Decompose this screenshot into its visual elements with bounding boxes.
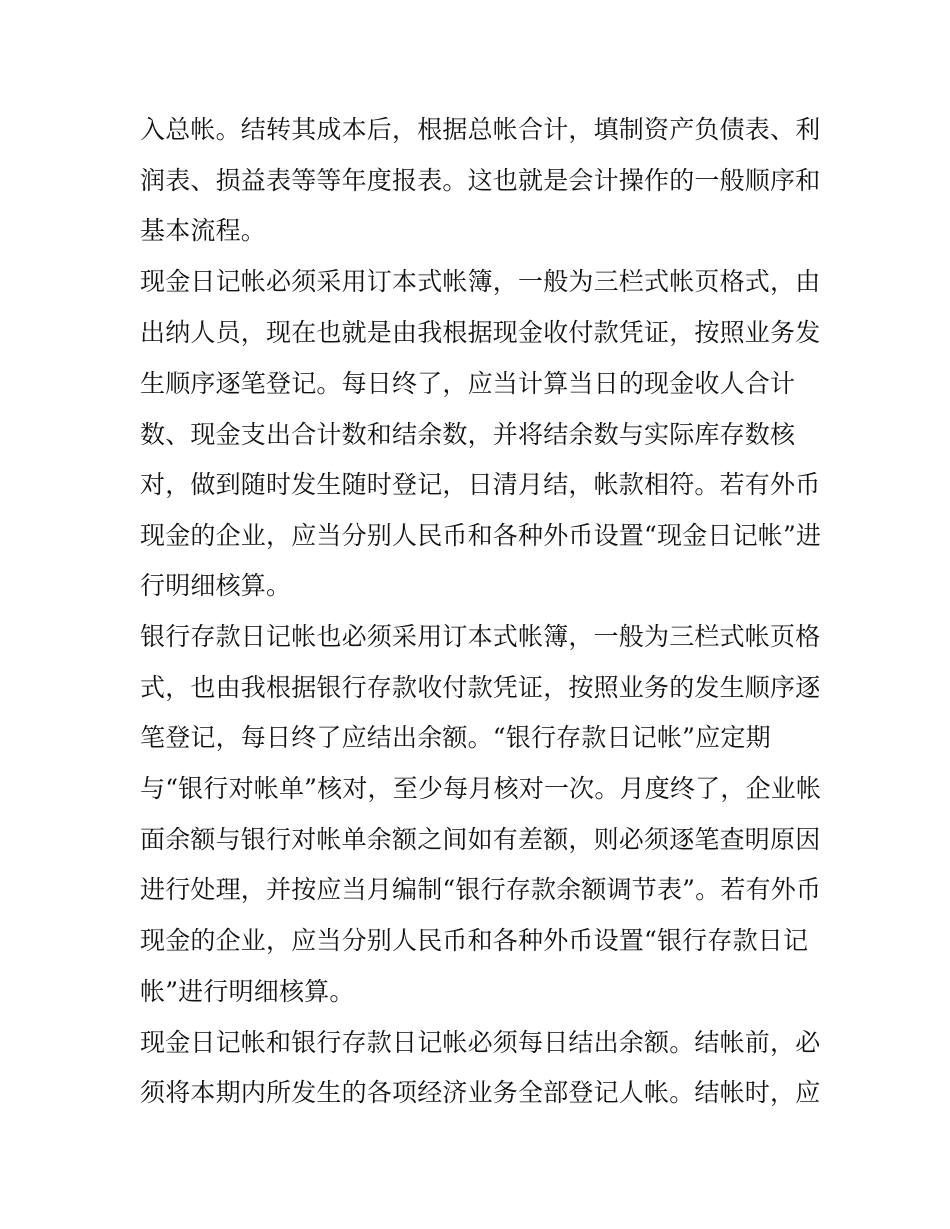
text-line: 生顺序逐笔登记。每日终了，应当计算当日的现金收人合计	[140, 369, 796, 398]
text-line: 式，也由我根据银行存款收付款凭证，按照业务的发生顺序逐	[140, 673, 821, 702]
text-line: 面余额与银行对帐单余额之间如有差额，则必须逐笔查明原因	[140, 825, 821, 854]
text-line: 与“银行对帐单”核对，至少每月核对一次。月度终了，企业帐	[140, 774, 822, 803]
text-line: 行明细核算。	[140, 571, 292, 600]
text-line: 笔登记，每日终了应结出余额。“银行存款日记帐”应定期	[140, 723, 771, 752]
text-line: 润表、损益表等等年度报表。这也就是会计操作的一般顺序和	[140, 166, 821, 195]
text-line: 出纳人员，现在也就是由我根据现金收付款凭证，按照业务发	[140, 318, 821, 347]
text-line: 基本流程。	[140, 216, 267, 245]
text-line: 现金日记帐和银行存款日记帐必须每日结出余额。结帐前，必	[140, 1028, 821, 1057]
text-line: 进行处理，并按应当月编制“银行存款余额调节表”。若有外币	[140, 875, 822, 904]
text-line: 帐”进行明细核算。	[140, 977, 355, 1006]
text-line: 数、现金支出合计数和结余数，并将结余数与实际库存数核	[140, 420, 796, 449]
text-line: 银行存款日记帐也必须采用订本式帐簿，一般为三栏式帐页格	[140, 622, 821, 651]
text-line: 须将本期内所发生的各项经济业务全部登记人帐。结帐时，应	[140, 1078, 821, 1107]
text-line: 现金的企业，应当分别人民币和各种外币设置“银行存款日记	[140, 926, 809, 955]
text-line: 现金的企业，应当分别人民币和各种外币设置“现金日记帐”进	[140, 521, 822, 550]
text-line: 入总帐。结转其成本后，根据总帐合计，填制资产负债表、利	[140, 115, 821, 144]
text-line: 现金日记帐必须采用订本式帐簿，一般为三栏式帐页格式，由	[140, 267, 821, 296]
text-line: 对，做到随时发生随时登记，日清月结，帐款相符。若有外币	[140, 470, 821, 499]
